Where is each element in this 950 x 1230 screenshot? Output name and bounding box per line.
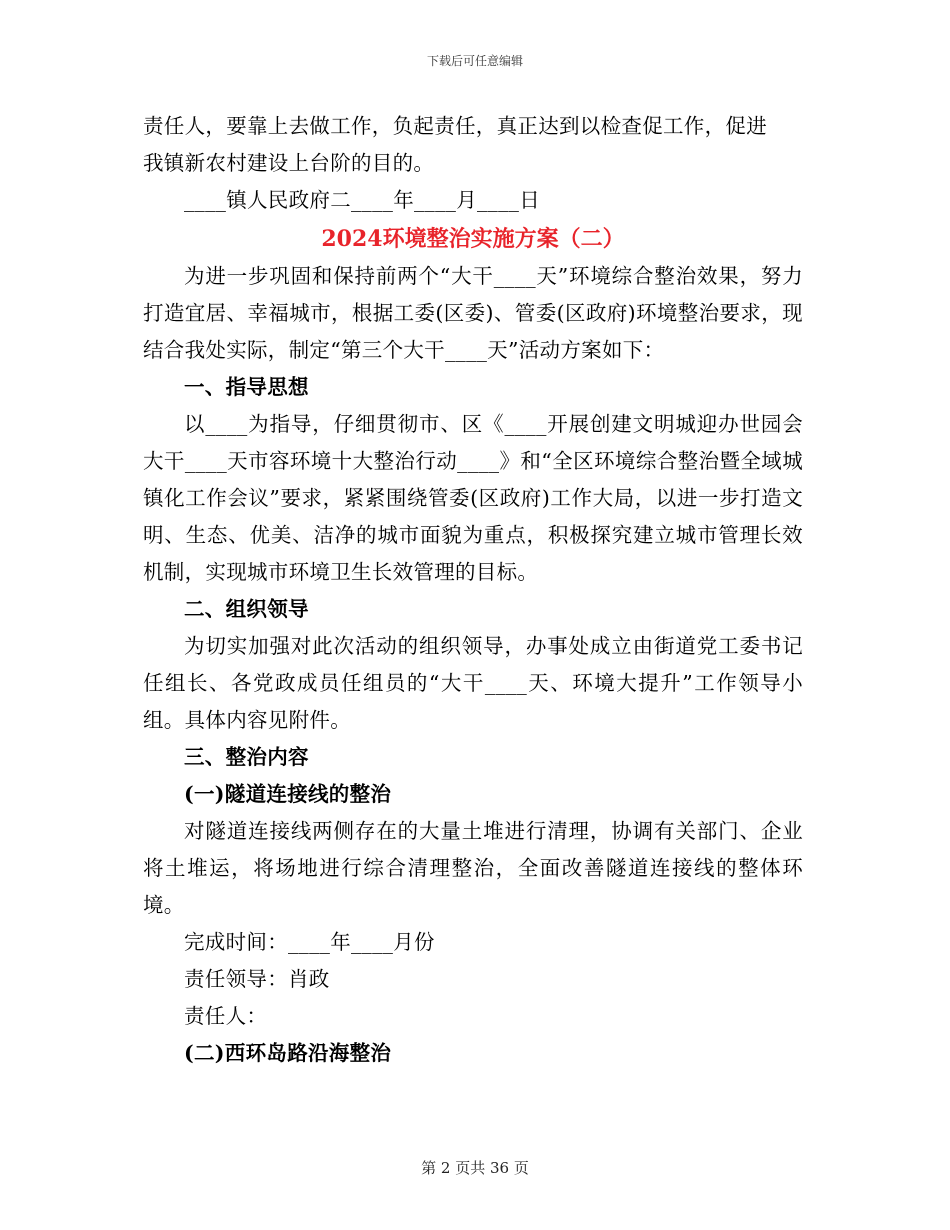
paragraph-intro: 为进一步巩固和保持前两个“大干____天”环境综合整治效果，努力打造宜居、幸福城市，根据工委(区委)、管委(区政府)环境整治要求，现结合我处实际，制定“第三个大干____天”活动方案如下：: [143, 264, 803, 362]
page-footer-pagination: 第 2 页共 36 页: [421, 1159, 529, 1177]
responsible-leader: 责任领导：肖政: [184, 967, 330, 991]
subheading-west-roundabout: (二)西环岛路沿海整治: [184, 1041, 392, 1065]
paragraph-guiding-ideology: 以____为指导，仔细贯彻市、区《____开展创建文明城迎办世园会大干____天市容环境十大整治行动____》和“全区环境综合整治暨全域城镇化工作会议”要求，紧紧围绕管委(区政府)工作大局，以进一步打造文明、生态、优美、洁净的城市面貌为重点，积极探究建立城市管理长效机制，实现城市环境卫生长效管理的目标。: [143, 412, 803, 584]
page-header-note: 下载后可任意编辑: [426, 54, 523, 68]
paragraph-tunnel-connection: 对隧道连接线两侧存在的大量土堆进行清理，协调有关部门、企业将土堆运，将场地进行综合清理整治，全面改善隧道连接线的整体环境。: [143, 819, 803, 917]
responsible-person: 责任人：: [184, 1004, 268, 1028]
intro-line-1: 责任人，要靠上去做工作，负起责任，真正达到以检查促工作，促进: [143, 114, 767, 138]
heading-guiding-ideology: 一、指导思想: [184, 375, 309, 399]
subheading-tunnel-connection: (一)隧道连接线的整治: [184, 782, 392, 806]
intro-line-2: 我镇新农村建设上台阶的目的。: [143, 151, 435, 175]
paragraph-organization: 为切实加强对此次活动的组织领导，办事处成立由街道党工委书记任组长、各党政成员任组员的“大干____天、环境大提升”工作领导小组。具体内容见附件。: [143, 634, 803, 732]
document-title: 2024环境整治实施方案（二）: [321, 226, 625, 252]
signature-date-line: ____镇人民政府二____年____月____日: [184, 188, 540, 212]
document-body: [143, 108, 803, 1072]
heading-organization: 二、组织领导: [184, 597, 309, 621]
completion-time: 完成时间：____年____月份: [184, 930, 435, 954]
heading-rectification-content: 三、整治内容: [184, 745, 309, 769]
